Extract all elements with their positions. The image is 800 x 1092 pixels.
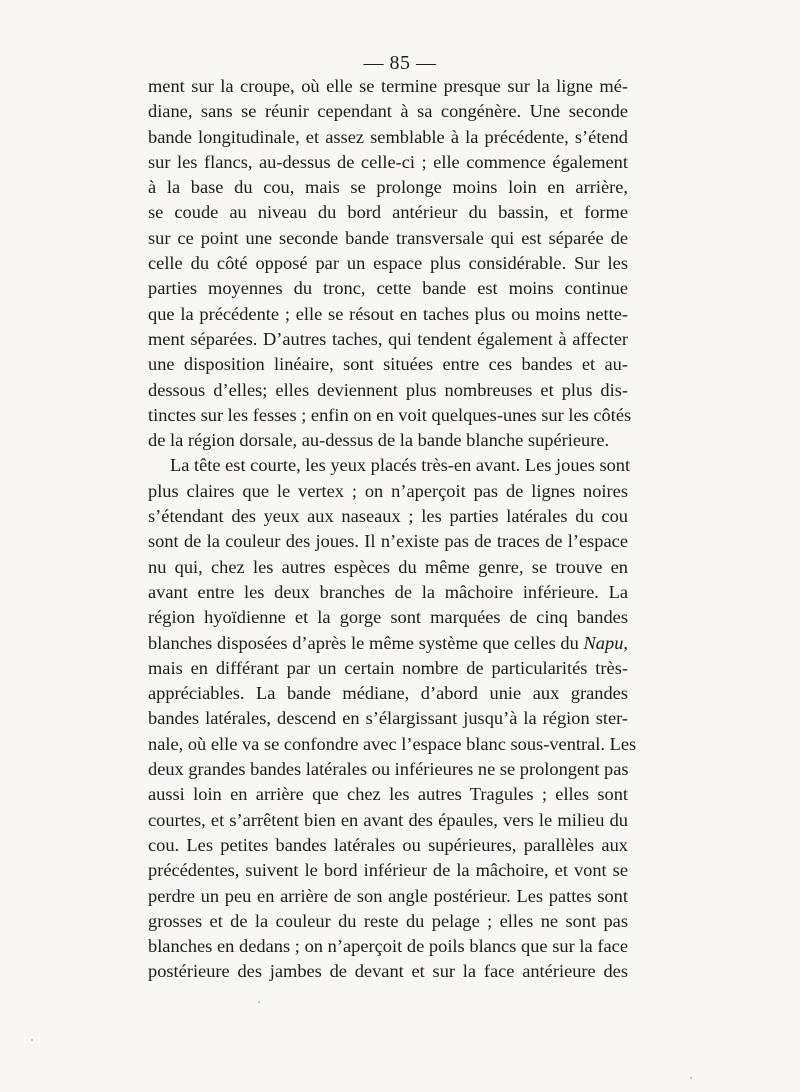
text-line: région hyoïdienne et la gorge sont marquées de cinq bandes xyxy=(148,607,628,628)
body-text xyxy=(148,74,637,985)
text-line: bande longitudinale, et assez semblable à la précédente, s’étend xyxy=(148,126,628,147)
text-line: nale, où elle va se confondre avec l’espace blanc sous-ventral. Les xyxy=(148,733,637,754)
text-line: sur les flancs, au-dessus de celle-ci ; elle commence également xyxy=(148,151,628,172)
text-line: diane, sans se réunir cependant à sa congénère. Une seconde xyxy=(148,101,628,122)
text-line: grosses et de la couleur du reste du pelage ; elles ne sont pas xyxy=(148,910,628,931)
text-line: nu qui, chez les autres espèces du même genre, se trouve en xyxy=(148,556,628,577)
text-line: avant entre les deux branches de la mâchoire inférieure. La xyxy=(148,581,628,602)
text-line: cou. Les petites bandes latérales ou supérieures, parallèles aux xyxy=(148,834,628,855)
text-line: que la précédente ; elle se résout en taches plus ou moins nette- xyxy=(148,303,628,324)
text-line: postérieure des jambes de devant et sur la face antérieure des xyxy=(148,961,628,982)
text-line: s’étendant des yeux aux naseaux ; les parties latérales du cou xyxy=(148,506,628,527)
text-line: courtes, et s’arrêtent bien en avant des épaules, vers le milieu du xyxy=(148,809,628,830)
text-line-with-italic: blanches disposées d’après le même système que celles du Napu, xyxy=(148,632,628,653)
paragraph-2 xyxy=(148,453,637,984)
paper-speck xyxy=(690,1077,692,1079)
text-line: une disposition linéaire, sont situées entre ces bandes et au- xyxy=(148,354,628,375)
text-line: La tête est courte, les yeux placés très-en avant. Les joues sont xyxy=(170,455,631,476)
text-line: de la région dorsale, au-dessus de la bande blanche supérieure. xyxy=(148,430,610,451)
paper-speck xyxy=(258,1001,260,1003)
text-line: sont de la couleur des joues. Il n’existe pas de traces de l’espace xyxy=(148,531,628,552)
text-line: blanches en dedans ; on n’aperçoit de poils blancs que sur la face xyxy=(148,936,628,957)
text-line: celle du côté opposé par un espace plus considérable. Sur les xyxy=(148,253,628,274)
text-line: aussi loin en arrière que chez les autres Tragules ; elles sont xyxy=(148,784,628,805)
text-line: bandes latérales, descend en s’élargissant jusqu’à la région ster- xyxy=(148,708,628,729)
page-number: — 85 — xyxy=(363,52,437,74)
species-name-italic: Napu xyxy=(583,632,624,653)
text-line: mais en différant par un certain nombre de particularités très- xyxy=(148,657,628,678)
paper-speck xyxy=(31,1039,33,1041)
text-line: deux grandes bandes latérales ou inférieures ne se prolongent pas xyxy=(148,759,629,780)
text-line: ment sur la croupe, où elle se termine presque sur la ligne mé- xyxy=(148,76,628,96)
text-line: appréciables. La bande médiane, d’abord unie aux grandes xyxy=(148,683,628,704)
text-line: plus claires que le vertex ; on n’aperçoit pas de lignes noires xyxy=(148,480,628,501)
text-line: parties moyennes du tronc, cette bande est moins continue xyxy=(148,278,628,299)
text-line: se coude au niveau du bord antérieur du bassin, et forme xyxy=(148,202,628,223)
text-line: précédentes, suivent le bord inférieur de la mâchoire, et vont se xyxy=(148,860,628,881)
text-line: à la base du cou, mais se prolonge moins loin en arrière, xyxy=(148,177,628,198)
text-line: tinctes sur les fesses ; enfin on en voit quelques-unes sur les côtés xyxy=(148,404,632,425)
text-line: sur ce point une seconde bande transversale qui est séparée de xyxy=(148,227,628,248)
text-line: perdre un peu en arrière de son angle postérieur. Les pattes sont xyxy=(148,885,628,906)
paragraph-1 xyxy=(148,74,632,453)
text-line: dessous d’elles; elles deviennent plus nombreuses et plus dis- xyxy=(148,379,628,400)
text-line: ment séparées. D’autres taches, qui tendent également à affecter xyxy=(148,328,628,349)
